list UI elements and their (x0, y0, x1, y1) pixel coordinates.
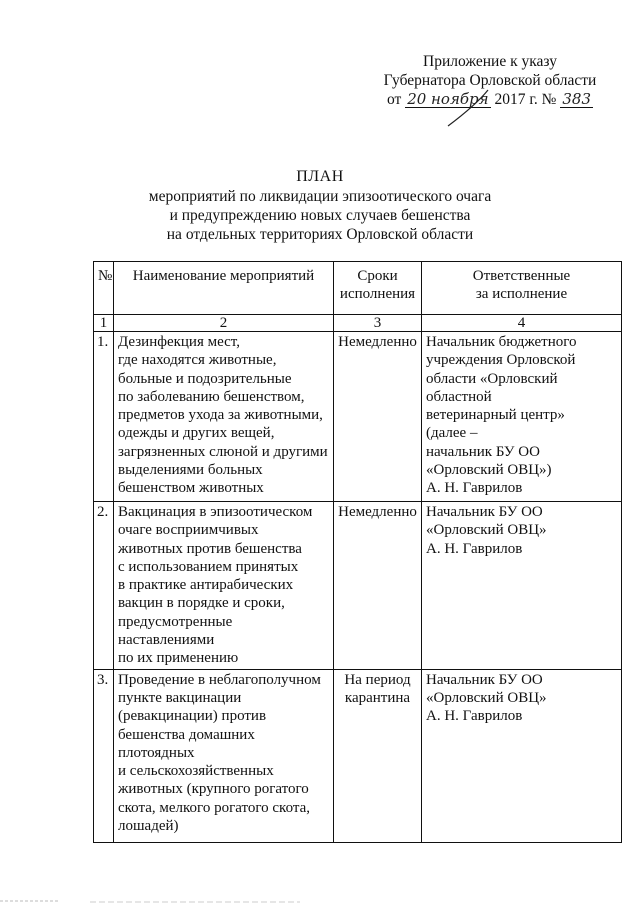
row-name-line: Вакцинация в эпизоотическом (118, 504, 313, 520)
row-name-line: бешенством животных (118, 480, 264, 497)
row-name-line: по их применению (118, 650, 239, 667)
row-name-line: предусмотренные (118, 613, 233, 630)
header-terms-line: исполнения (339, 286, 416, 303)
row-name (114, 669, 334, 842)
row-name (114, 332, 334, 502)
row-responsible-line: «Орловский ОВЦ» (426, 689, 547, 706)
row-responsible-line: областной (426, 388, 492, 405)
row-terms (334, 669, 422, 842)
header-responsible-line: Ответственные (472, 268, 571, 284)
row-terms-line: карантина (344, 689, 411, 706)
row-responsible-line: А. Н. Гаврилов (426, 708, 523, 725)
row-num: 2. (94, 502, 114, 670)
row-name-line: и сельскохозяйственных (118, 763, 274, 780)
plan-subtitle-line: на отдельных территориях Орловской области (166, 226, 474, 243)
row-responsible-line: А. Н. Гаврилов (426, 540, 523, 557)
row-responsible (422, 502, 622, 670)
col-number: 1 (94, 315, 114, 332)
table-row (94, 669, 622, 842)
row-name-line: наставлениями (118, 632, 215, 649)
row-responsible-line: области «Орловский (426, 370, 558, 387)
row-responsible-line: ветеринарный центр» (426, 407, 565, 424)
row-num: 3. (94, 669, 114, 842)
row-responsible (422, 332, 622, 502)
row-name-line: где находятся животные, (118, 352, 277, 369)
row-name-line: скота, мелкого рогатого скота, (118, 799, 311, 816)
plan-subtitle-line: мероприятий по ликвидации эпизоотического очага (148, 188, 492, 205)
row-name-line: животных (крупного рогатого (118, 781, 309, 798)
measures-table (93, 261, 622, 843)
row-name-line: больные и подозрительные (118, 370, 292, 387)
row-name-line: Дезинфекция мест, (118, 334, 240, 350)
row-name-line: бешенства домашних (118, 726, 255, 743)
year-suffix: 2017 г. № (494, 91, 557, 108)
header-responsible-line: за исполнение (475, 286, 568, 303)
row-responsible-line: начальник БУ ОО (426, 443, 540, 460)
col-number: 2 (114, 315, 334, 332)
header-terms-line: Сроки (357, 268, 398, 284)
row-name-line: вакцин в порядке и сроки, (118, 595, 285, 612)
row-name (114, 502, 334, 670)
row-responsible-line: Начальник БУ ОО (426, 504, 543, 520)
row-name-line: одежды и других вещей, (118, 425, 275, 442)
row-name-line: загрязненных слюной и другими (118, 443, 328, 460)
appendix-line-2: Губернатора Орловской области (383, 72, 597, 89)
column-number-row (94, 315, 622, 332)
handwritten-date: 20 ноября (407, 90, 489, 108)
row-name-line: (ревакцинации) против (118, 708, 267, 725)
handwritten-number: 383 (562, 90, 591, 108)
row-name-line: пункте вакцинации (118, 689, 242, 706)
plan-subtitle-line: и предупреждению новых случаев бешенства (169, 207, 471, 224)
appendix-line-1: Приложение к указу (423, 53, 557, 70)
row-name-line: предметов ухода за животными, (118, 407, 323, 424)
row-name-line: плотоядных (118, 744, 195, 761)
col-number: 3 (334, 315, 422, 332)
header-terms (334, 262, 422, 315)
table-header-row (94, 262, 622, 315)
row-responsible-line: Начальник бюджетного (426, 334, 577, 350)
header-responsible (422, 262, 622, 315)
col-number: 4 (422, 315, 622, 332)
table-row (94, 332, 622, 502)
table-row (94, 502, 622, 670)
row-terms-line: На период (344, 671, 411, 688)
row-name-line: животных против бешенства (118, 540, 302, 557)
row-terms-line: Немедленно (338, 334, 417, 350)
row-terms (334, 332, 422, 502)
row-num: 1. (94, 332, 114, 502)
header-num: № (94, 262, 114, 315)
date-prefix: от (386, 91, 402, 108)
row-name-line: лошадей) (118, 818, 179, 835)
row-name-line: выделениями больных (118, 462, 263, 479)
row-responsible-line: учреждения Орловской (426, 352, 576, 369)
row-name-line: очаге восприимчивых (118, 522, 259, 539)
row-terms (334, 502, 422, 670)
row-name-line: с использованием принятых (118, 558, 299, 575)
row-responsible-line: Начальник БУ ОО (426, 671, 543, 688)
row-responsible-line: «Орловский ОВЦ» (426, 522, 547, 539)
plan-subtitle (0, 187, 640, 244)
scan-edge-artifact (0, 895, 640, 905)
row-name-line: Проведение в неблагополучном (118, 671, 321, 688)
signature-stroke (444, 88, 494, 128)
row-name-line: по заболеванию бешенством, (118, 388, 305, 405)
row-name-line: в практике антирабических (118, 577, 294, 594)
row-responsible (422, 669, 622, 842)
row-responsible-line: «Орловский ОВЦ») (426, 462, 552, 479)
header-name: Наименование мероприятий (114, 262, 334, 315)
row-responsible-line: (далее – (426, 425, 478, 442)
row-responsible-line: А. Н. Гаврилов (426, 480, 523, 497)
row-terms-line: Немедленно (338, 504, 417, 520)
plan-title: ПЛАН (296, 168, 344, 185)
